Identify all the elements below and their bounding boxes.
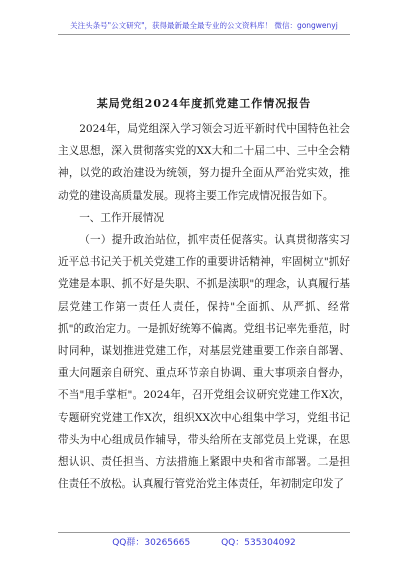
footer-divider (58, 532, 350, 533)
qq-label: QQ：535304092 (221, 538, 296, 548)
document-body (58, 118, 350, 495)
document-title: 某局党组2024年度抓党建工作情况报告 (96, 97, 312, 110)
intro-paragraph: 2024年，局党组深入学习领会习近平新时代中国特色社会主义思想，深入贯彻落实党的XX大和二十届二中、三中全会精神，以党的政治建设为统领，努力提升全面从严治党实效，推动党的建设高质量发展。现将主要工作完成情况报告如下。 (58, 123, 350, 202)
header-notice: 关注头条号"公文研究"，获得最新最全最专业的公文资料库！ 微信：gongwenyj (70, 21, 338, 30)
section-heading: 一、工作开展情况 (79, 211, 164, 224)
qq-group-label: QQ群：30265665 (112, 538, 191, 548)
body-paragraph: （一）提升政治站位，抓牢责任促落实。认真贯彻落实习近平总书记关于机关党建工作的重要讲话精神，牢固树立"抓好党建是本职、抓不好是失职、不抓是渎职"的理念，认真履行基层党建工作第一责任人责任，保持"全面抓、从严抓、经常抓"的政治定力。一是抓好统筹不偏离。党组书记率先垂范，时时同种，谋划推进党建工作，对基层党建重要工作亲自部署、重大问题亲自研究、重点环节亲自协调、重大事项亲自督办，不当"甩手掌柜"。2024年，召开党组会议研究党建工作X次，专题研究党建工作X次，组织XX次中心组集中学习，党组书记带头为中心组成员作辅导，带头给所在支部党员上党课，在思想认识、责任担当、方法措施上紧跟中央和省市部署。二是担住责任不放松。认真履行管党治党主体责任，年初制定印发了 (58, 234, 350, 491)
header-divider (58, 34, 350, 35)
footer-contact (0, 535, 408, 548)
